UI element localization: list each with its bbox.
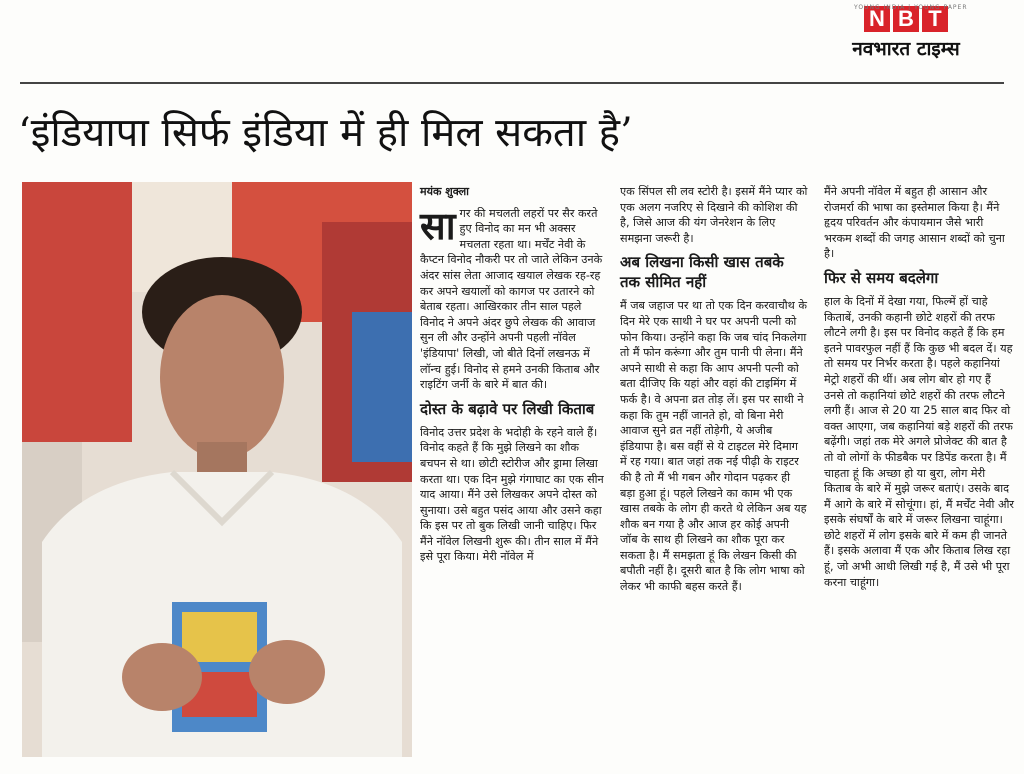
paragraph-2: विनोद उत्तर प्रदेश के भदोही के रहने वाले हैं। विनोद कहते हैं कि मुझे लिखने का शौक बचपन से था। छोटी स्टोरीज और ड्रामा लिखा करता था। एक दिन मुझे गंगाघाट का एक सीन याद आया। मैंने उसे लिखकर अपने दोस्त को सुनाया। उसे बहुत पसंद आया और उसने कहा कि इस पर तो बुक लिखी जानी चाहिए। फिर मैंने नॉवेल लिखनी शुरू की। तीन साल में मैंने इसे पूरा किया। मेरी नॉवेल में [420, 425, 604, 564]
dropcap: सा [420, 202, 456, 248]
logo-letter-t: T [922, 6, 948, 32]
logo-letter-b: B [893, 6, 919, 32]
subhead-3: फिर से समय बदलेगा [824, 268, 939, 287]
lead-paragraph [420, 202, 606, 393]
author-photo [22, 182, 412, 757]
byline: मयंक शुक्ला [420, 185, 470, 198]
logo-letter-n: N [864, 6, 890, 32]
paragraph-3: एक सिंपल सी लव स्टोरी है। इसमें मैंने प्यार को एक अलग नजरिए से दिखाने की कोशिश की है, जिसे आज की यंग जेनरेशन के लिए समझना जरूरी है। [620, 185, 808, 245]
paragraph-5: मैंने अपनी नॉवेल में बहुत ही आसान और रोजमर्रा की भाषा का इस्तेमाल किया है। मैंने हृदय परिवर्तन और कंपायमान जैसे भारी भरकम शब्दों की जगह आसान शब्दों को चुना है। [824, 185, 1005, 261]
masthead [816, 4, 996, 70]
subhead-1: दोस्त के बढ़ावे पर लिखी किताब [420, 399, 595, 418]
subhead-2: अब लिखना किसी खास तबके तक सीमित नहीं [620, 253, 784, 292]
author-photo-image [22, 182, 412, 757]
paper-name: नवभारत टाइम्स [852, 38, 960, 60]
article-column-2 [620, 184, 808, 595]
lead-paragraph-text: गर की मचलती लहरों पर सैर करते हुए विनोद का मन भी अक्सर मचलता रहता था। मर्चेंट नेवी के कैप्टन विनोद नौकरी पर तो जाते लेकिन उनके अंदर सांस लेता आजाद खयाल लेखक रह-रह कर अपने खयालों को कागज पर उतारने को बेताब रहता। आखिरकार तीन साल पहले विनोद ने अपने अंदर छुपे लेखक की आवाज सुन ली और उन्होंने अपनी पहली नॉवेल 'इंडियापा' लिखी, जो बीते दिनों लखनऊ में लॉन्च हुई। विनोद से हमने उनकी किताब और राइटिंग जर्नी के बारे में बात की। [420, 206, 603, 392]
paragraph-6: हाल के दिनों में देखा गया, फिल्में हों चाहे किताबें, उनकी कहानी छोटे शहरों की तरफ लौटने लगी है। इस पर विनोद कहते हैं कि हम इतने पावरफुल नहीं हैं कि कुछ भी बदल दें। यह तो समय पर निर्भर करता है। पहले कहानियां मेट्रो शहरों की थीं। अब लोग बोर हो गए हैं उनसे तो कहानियां छोटे शहरों की तरफ लौटने लगी हैं। आज से 20 या 25 साल बाद फिर वो वक्त आएगा, जब कहानियां बड़े शहरों की तरफ बढ़ेंगी। जहां तक मेरे अगले प्रोजेक्ट की बात है तो वो लोगों के फीडबैक पर डिपेंड करता है। मैं चाहता हूं कि अच्छा हो या बुरा, लोग मेरी किताब के बारे में मुझे जरूर बताएं। उसके बाद मैं आगे के बारे में सोचूंगा। हां, मैं मर्चेंट नेवी और इसके संघर्षों के बारे में जरूर लिखना चाहूंगा। छोटे शहरों में लोग इसके बारे में कम ही जानते हैं। इसके अलावा मैं एक और किताब लिख रहा हूं, जो अभी आधी लिखी गई है, मैं उसे भी पूरा करना चाहूंगा। [824, 294, 1014, 589]
masthead-tagline: YOUNG INDIA | YOUNG PAPER [854, 4, 968, 11]
paragraph-4: मैं जब जहाज पर था तो एक दिन करवाचौथ के दिन मेरे एक साथी ने घर पर अपनी पत्नी को फोन किया। उन्होंने कहा कि जब चांद निकलेगा तो मैं फोन करूंगा और तुम पानी पी लेना। मैंने अपने साथी से कहा कि आप अपनी पत्नी को बता दीजिए कि यहां और वहां की टाइमिंग में फर्क है। वे अपना व्रत तोड़ लें। इस पर साथी ने कहा कि तुम नहीं जानते हो, वो बिना मेरी आवाज सुने व्रत नहीं तोड़ेगी, ये अजीब इंडियापा है। बस वहीं से ये टाइटल मेरे दिमाग में रह गया। बात जहां तक नई पीढ़ी के राइटर की है तो मैं भी गबन और गोदान पढ़कर ही बड़ा हुआ हूं। पहले लिखने का काम भी एक खास तबके के लोग ही करते थे लेकिन अब यह शौक बन गया है और आज हर कोई अपनी जॉब के साथ ही लिखने का शौक पूरा कर सकता है। मैं समझता हूं कि लेखन किसी की बपौती नहीं है। दूसरी बात है कि लोग भाषा को लेकर भी काफी बहस करते हैं। [620, 299, 807, 594]
article-column-3 [824, 184, 1014, 590]
article-headline: ‘इंडियापा सिर्फ इंडिया में ही मिल सकता है’ [18, 110, 633, 156]
article-column-1 [420, 184, 606, 565]
masthead-divider [20, 82, 1004, 84]
